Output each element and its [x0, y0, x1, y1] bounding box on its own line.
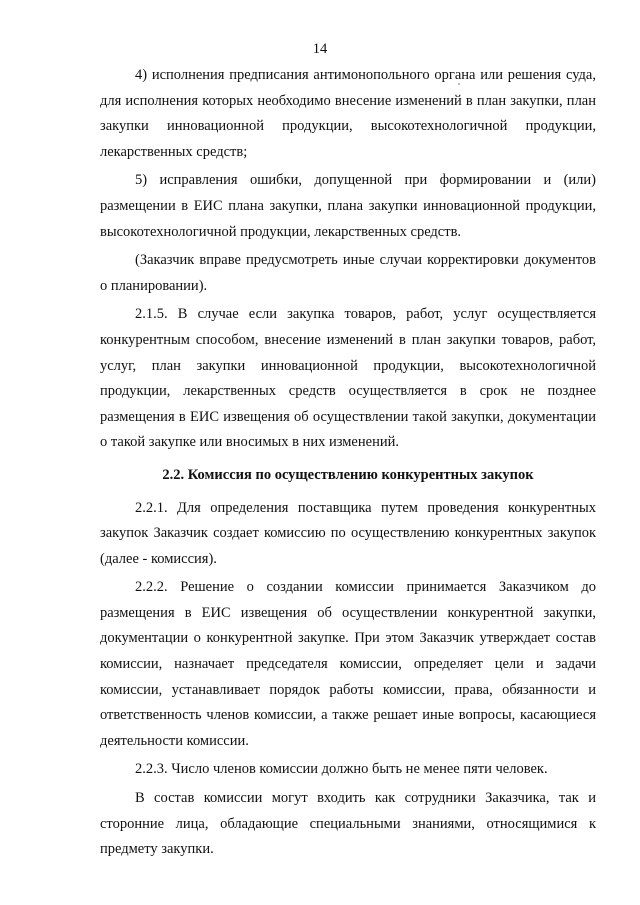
heading-gap: [100, 456, 596, 463]
page-number: 14: [312, 41, 328, 57]
paragraph-commission-membership: В состав комиссии могут входить как сотрудники Заказчика, так и сторонние лица, обладающие специальными знаниями, относящимися к предмету закупки.: [100, 790, 596, 858]
paragraph-2-2-1: 2.2.1. Для определения поставщика путем проведения конкурентных закупок Заказчик создает комиссию по осуществлению конкурентных закупок (далее - комиссия).: [100, 499, 596, 567]
paragraph-item-4: 4) исполнения предписания антимонопольного органа или решения суда, для исполнения которых необходимо внесение изменений в план закупки, план закупки инновационной продукции, высокотехнологичной продукции, лекарственных средств;: [100, 67, 596, 160]
paragraph-2-1-5: 2.1.5. В случае если закупка товаров, работ, услуг осуществляется конкурентным способом, внесение изменений в план закупки товаров, работ, услуг, план закупки инновационной продукции, высокотехнологичной продукции, лекарственных средств осуществляется в срок не позднее размещения в ЕИС извещения об осуществлении такой закупки, документации о такой закупке или вносимых в них изменений.: [100, 306, 596, 451]
paragraph-customer-note: (Заказчик вправе предусмотреть иные случаи корректировки документов о планировании).: [100, 252, 596, 294]
heading-gap: [100, 489, 596, 496]
paragraph-2-2-3: 2.2.3. Число членов комиссии должно быть не менее пяти человек.: [135, 761, 548, 778]
paragraph-item-5: 5) исправления ошибки, допущенной при формировании и (или) размещении в ЕИС плана закупки, плана закупки инновационной продукции, высокотехнологичной продукции, лекарственных средств.: [100, 172, 596, 240]
document-body: [100, 63, 596, 863]
paragraph-2-2-2: 2.2.2. Решение о создании комиссии принимается Заказчиком до размещения в ЕИС извещения об осуществлении конкурентной закупки, документации о конкурентной закупке. При этом Заказчик утверждает состав комиссии, назначает председателя комиссии, определяет цели и задачи комиссии, устанавливает порядок работы комиссии, права, обязанности и ответственность членов комиссии, а также решает иные вопросы, касающиеся деятельности комиссии.: [100, 579, 596, 749]
section-heading: 2.2. Комиссия по осуществлению конкурентных закупок: [162, 466, 534, 483]
